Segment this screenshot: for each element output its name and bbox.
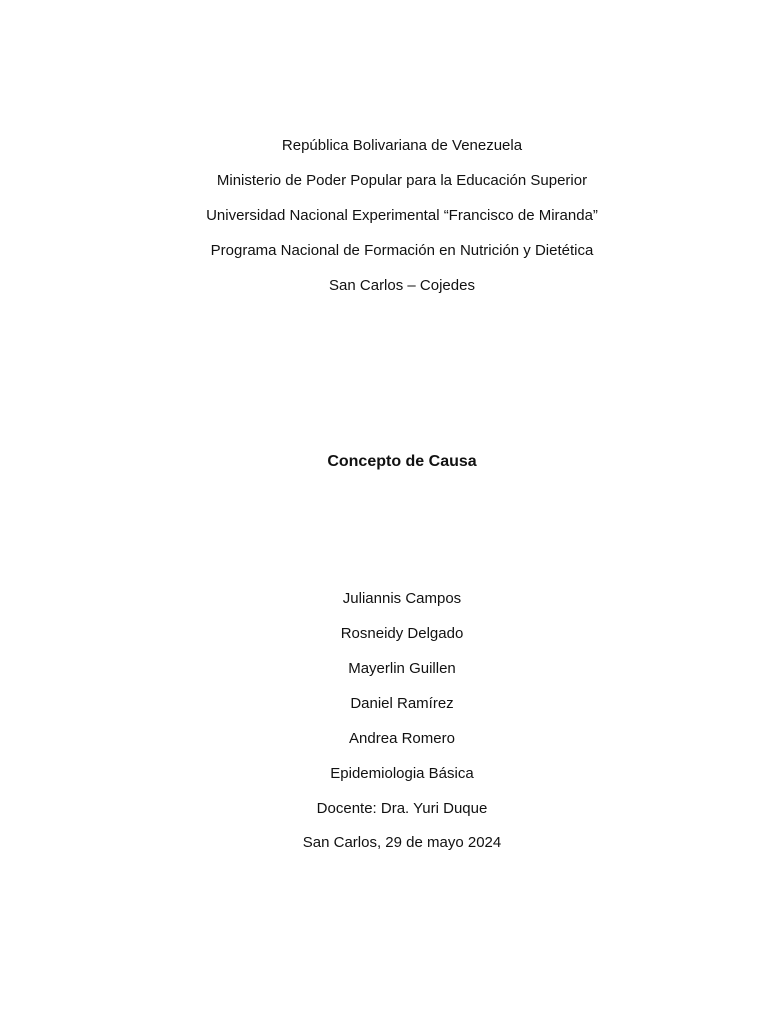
header-republic: República Bolivariana de Venezuela bbox=[281, 137, 523, 154]
author-name: Mayerlin Guillen bbox=[348, 660, 456, 677]
header-location: San Carlos – Cojedes bbox=[329, 277, 475, 294]
header-program: Programa Nacional de Formación en Nutrición y Dietética bbox=[210, 242, 594, 259]
author-name: Rosneidy Delgado bbox=[340, 625, 464, 642]
author-name: Juliannis Campos bbox=[342, 590, 462, 607]
document-title: Concepto de Causa bbox=[327, 453, 477, 470]
author-name: Daniel Ramírez bbox=[350, 695, 454, 712]
place-date: San Carlos, 29 de mayo 2024 bbox=[302, 834, 502, 851]
teacher-name: Docente: Dra. Yuri Duque bbox=[316, 800, 488, 817]
header-university: Universidad Nacional Experimental “Francisco de Miranda” bbox=[206, 207, 598, 224]
header-ministry: Ministerio de Poder Popular para la Educación Superior bbox=[216, 172, 588, 189]
author-name: Andrea Romero bbox=[349, 730, 455, 747]
course-name: Epidemiologia Básica bbox=[330, 765, 474, 782]
